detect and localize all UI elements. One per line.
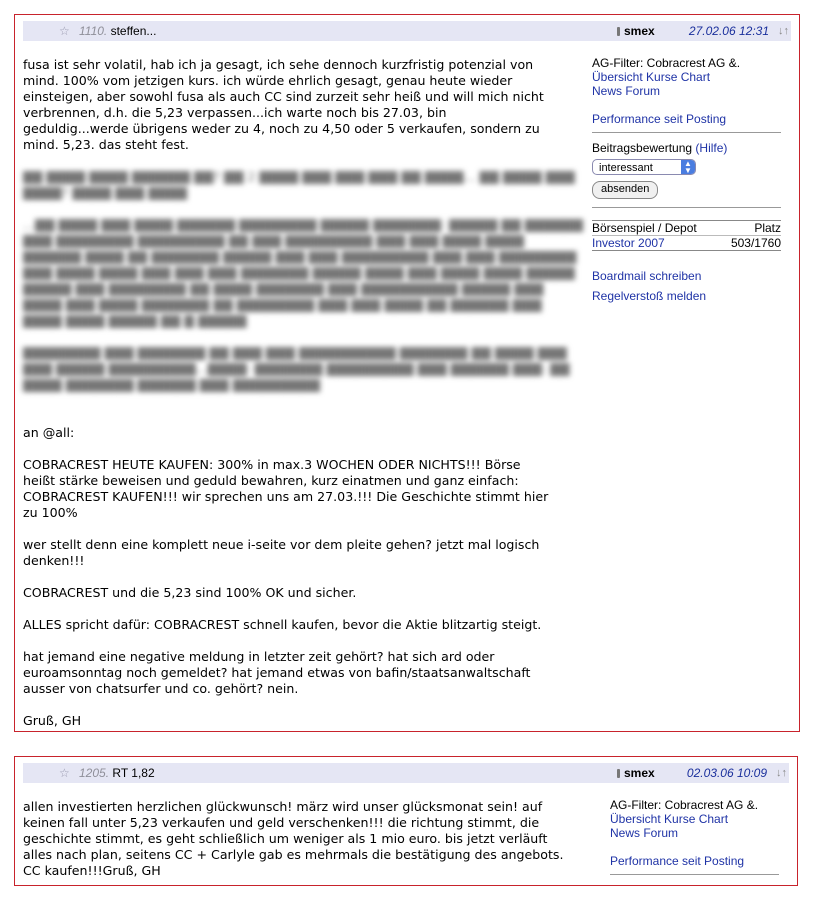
paragraph: an @all:: [23, 425, 75, 440]
post-sidebar: [610, 798, 779, 881]
submit-rating-button[interactable]: absenden: [592, 181, 658, 199]
paragraph: allen investierten herzlichen glückwunsch! märz wird unser glücksmonat sein! auf keinen fall unter 5,23 verkaufen und geld verschenken!!! die richtung stimmt, die geschichte stimmt, es geht schließlich um weniger als 1 mio euro. bis jetzt verläuft alles nach plan, seitens CC + Carlyle gab es mehrmals die bestätigung des angebots. CC kaufen!!!Gruß, GH: [23, 799, 564, 878]
overview-link[interactable]: Übersicht Kurse Chart: [610, 812, 729, 826]
depot-table: [592, 220, 781, 251]
paragraph: COBRACREST HEUTE KAUFEN: 300% in max.3 WOCHEN ODER NICHTS!!! Börse heißt stärke beweisen und geduld bewahren, kurz einatmen und ganz einfach: COBRACREST KAUFEN!!! wir sprechen uns am 27.03.!!! Die Geschichte stimmt hier zu 100%: [23, 457, 549, 520]
divider: [610, 874, 779, 875]
post-date: 27.02.06 12:31: [688, 24, 769, 38]
game-place: 503/1760: [730, 236, 781, 250]
divider: [592, 132, 781, 133]
paragraph: fusa ist sehr volatil, hab ich ja gesagt, ich sehe dennoch kurzfristig potenzial von mind. 100% vom jetzigen kurs. ich würde ehrlich gesagt, genau heute wieder einsteigen, aber sowohl fusa als auch CC sind zurzeit sehr heiß und will mich nicht verbrennen, d.h. die 5,23 verpassen...ich warte noch bis 27.03, bin geduldig...werde übrigens weder zu 4, noch zu 4,50 oder 5 verkaufen, sondern zu mind. 5,23. das steht fest.: [23, 57, 544, 152]
post-number: 1205.: [79, 766, 110, 780]
ag-filter-label: AG-Filter: Cobracrest AG &.: [610, 798, 759, 812]
post-body: [23, 799, 609, 879]
rating-label: Beitragsbewertung: [592, 141, 693, 155]
report-link[interactable]: Regelverstoß melden: [592, 289, 707, 303]
post-title: RT 1,82: [112, 766, 155, 780]
news-forum-link[interactable]: News Forum: [610, 826, 679, 840]
paragraph: COBRACREST und die 5,23 sind 100% OK und sicher.: [23, 585, 357, 600]
select-arrows-icon: ▲ ▼: [681, 160, 695, 174]
star-icon[interactable]: ☆: [59, 766, 70, 780]
game-link[interactable]: Investor 2007: [592, 236, 665, 250]
blurred-content: ▇▇ ▇▇▇▇ ▇▇▇▇ ▇▇▇▇▇▇ ▇▇? ▇▇ 2 ▇▇▇▇ ▇▇▇ ▇▇▇ ▇▇▇ ▇▇ ▇▇▇▇... ▇▇ ▇▇▇▇ ▇▇▇ ▇▇▇▇? ▇▇▇▇ ▇▇▇ ▇▇▇▇ ...▇▇ ▇▇▇▇ ▇▇▇ ▇▇▇▇ ▇▇▇▇▇▇ ▇▇▇▇▇▇▇▇ ▇▇▇▇▇ ▇▇▇▇▇▇▇: ▇▇▇▇▇ ▇▇ ▇▇▇▇▇▇ ▇▇▇ ▇▇▇▇▇▇▇▇ ▇▇▇▇▇▇▇▇▇ ▇▇ ▇▇▇ ▇▇▇▇▇▇▇▇▇ ▇▇▇ ▇▇▇ ▇▇▇▇ ▇▇▇▇ ▇▇▇▇▇▇ ▇▇▇▇ ▇▇ ▇▇▇▇▇▇▇ ▇▇▇▇▇ ▇▇▇ ▇▇▇ ▇▇▇▇▇▇▇▇▇ ▇▇▇ ▇▇▇ ▇▇▇▇▇▇▇▇ ▇▇▇ ▇▇▇▇ ▇▇▇▇ ▇▇▇ ▇▇▇ ▇▇▇ ▇▇▇▇▇▇▇ ▇▇▇▇▇ ▇▇▇▇ ▇▇▇ ▇▇▇▇ ▇▇▇▇ ▇▇▇▇▇ ▇▇▇▇▇ ▇▇▇ ▇▇▇▇▇▇▇▇ ▇▇ ▇▇▇▇ ▇▇▇▇▇▇▇ ▇▇▇ ▇▇▇▇▇▇▇▇▇▇ ▇▇▇▇▇ ▇▇▇ ▇▇▇▇ ▇▇▇ ▇▇▇▇ ▇▇▇▇▇▇▇ ▇▇ ▇▇▇▇▇▇▇▇ ▇▇▇ ▇▇▇ ▇▇▇▇ ▇▇ ▇▇▇▇▇▇ ▇▇▇ ▇▇▇▇ ▇▇▇▇ ▇▇▇▇▇ ▇▇ ▇ ▇▇▇▇▇ ▇▇▇▇▇▇▇▇ ▇▇▇ ▇▇▇▇▇▇▇ ▇▇ ▇▇▇ ▇▇▇ ▇▇▇▇▇▇▇▇▇▇ ▇▇▇▇▇▇▇ ▇▇ ▇▇▇▇ ▇▇▇ ▇▇▇ ▇▇▇▇▇ ▇▇▇▇▇▇▇▇▇...▇▇▇▇: ▇▇▇▇▇▇▇ ▇▇▇▇▇▇▇▇▇ ▇▇▇ ▇▇▇▇▇▇ ▇▇▇: ▇▇ ▇▇▇▇ ▇▇▇▇▇▇▇ ▇▇▇▇▇▇ ▇▇▇ ▇▇▇▇▇▇▇▇▇: [23, 169, 587, 392]
post-date: 02.03.06 10:09: [686, 766, 767, 780]
help-link[interactable]: (Hilfe): [695, 141, 728, 155]
forum-post: [14, 14, 800, 732]
table-row: [592, 235, 781, 250]
paragraph: ALLES spricht dafür: COBRACREST schnell kaufen, bevor die Aktie blitzartig steigt.: [23, 617, 542, 632]
author[interactable]: [617, 763, 655, 783]
performance-link[interactable]: Performance seit Posting: [610, 854, 745, 868]
author-name[interactable]: smex: [624, 24, 655, 38]
paragraph: wer stellt denn eine komplett neue i-seite vor dem pleite gehen? jetzt mal logisch denken!!!: [23, 537, 540, 568]
author-name[interactable]: smex: [624, 766, 655, 780]
mobile-icon: [617, 27, 620, 36]
nav-arrows-icon[interactable]: ↓↑: [776, 767, 787, 779]
post-title: steffen...: [110, 24, 157, 38]
overview-link[interactable]: Übersicht Kurse Chart: [592, 70, 711, 84]
mobile-icon: [617, 769, 620, 778]
forum-post: [14, 756, 798, 886]
post-header: [23, 763, 789, 783]
rating-select[interactable]: interessant ▲ ▼: [592, 159, 696, 175]
post-body: [23, 57, 587, 745]
divider: [592, 207, 781, 208]
author[interactable]: [617, 21, 655, 41]
nav-arrows-icon[interactable]: ↓↑: [778, 25, 789, 37]
performance-link[interactable]: Performance seit Posting: [592, 112, 727, 126]
ag-filter-label: AG-Filter: Cobracrest AG &.: [592, 56, 741, 70]
news-forum-link[interactable]: News Forum: [592, 84, 661, 98]
post-number: 1110.: [79, 24, 108, 38]
paragraph: Gruß, GH: [23, 713, 82, 728]
post-sidebar: [592, 56, 781, 303]
star-icon[interactable]: ☆: [59, 24, 70, 38]
boardmail-link[interactable]: Boardmail schreiben: [592, 269, 702, 283]
post-header: [23, 21, 791, 41]
table-header: Börsenspiel / Depot Platz: [592, 221, 781, 235]
paragraph: hat jemand eine negative meldung in letzter zeit gehört? hat sich ard oder euroamsonntag noch gemeldet? hat jemand etwas von bafin/staatsanwaltschaft ausser von chatsurfer und co. gehört? nein.: [23, 649, 531, 696]
